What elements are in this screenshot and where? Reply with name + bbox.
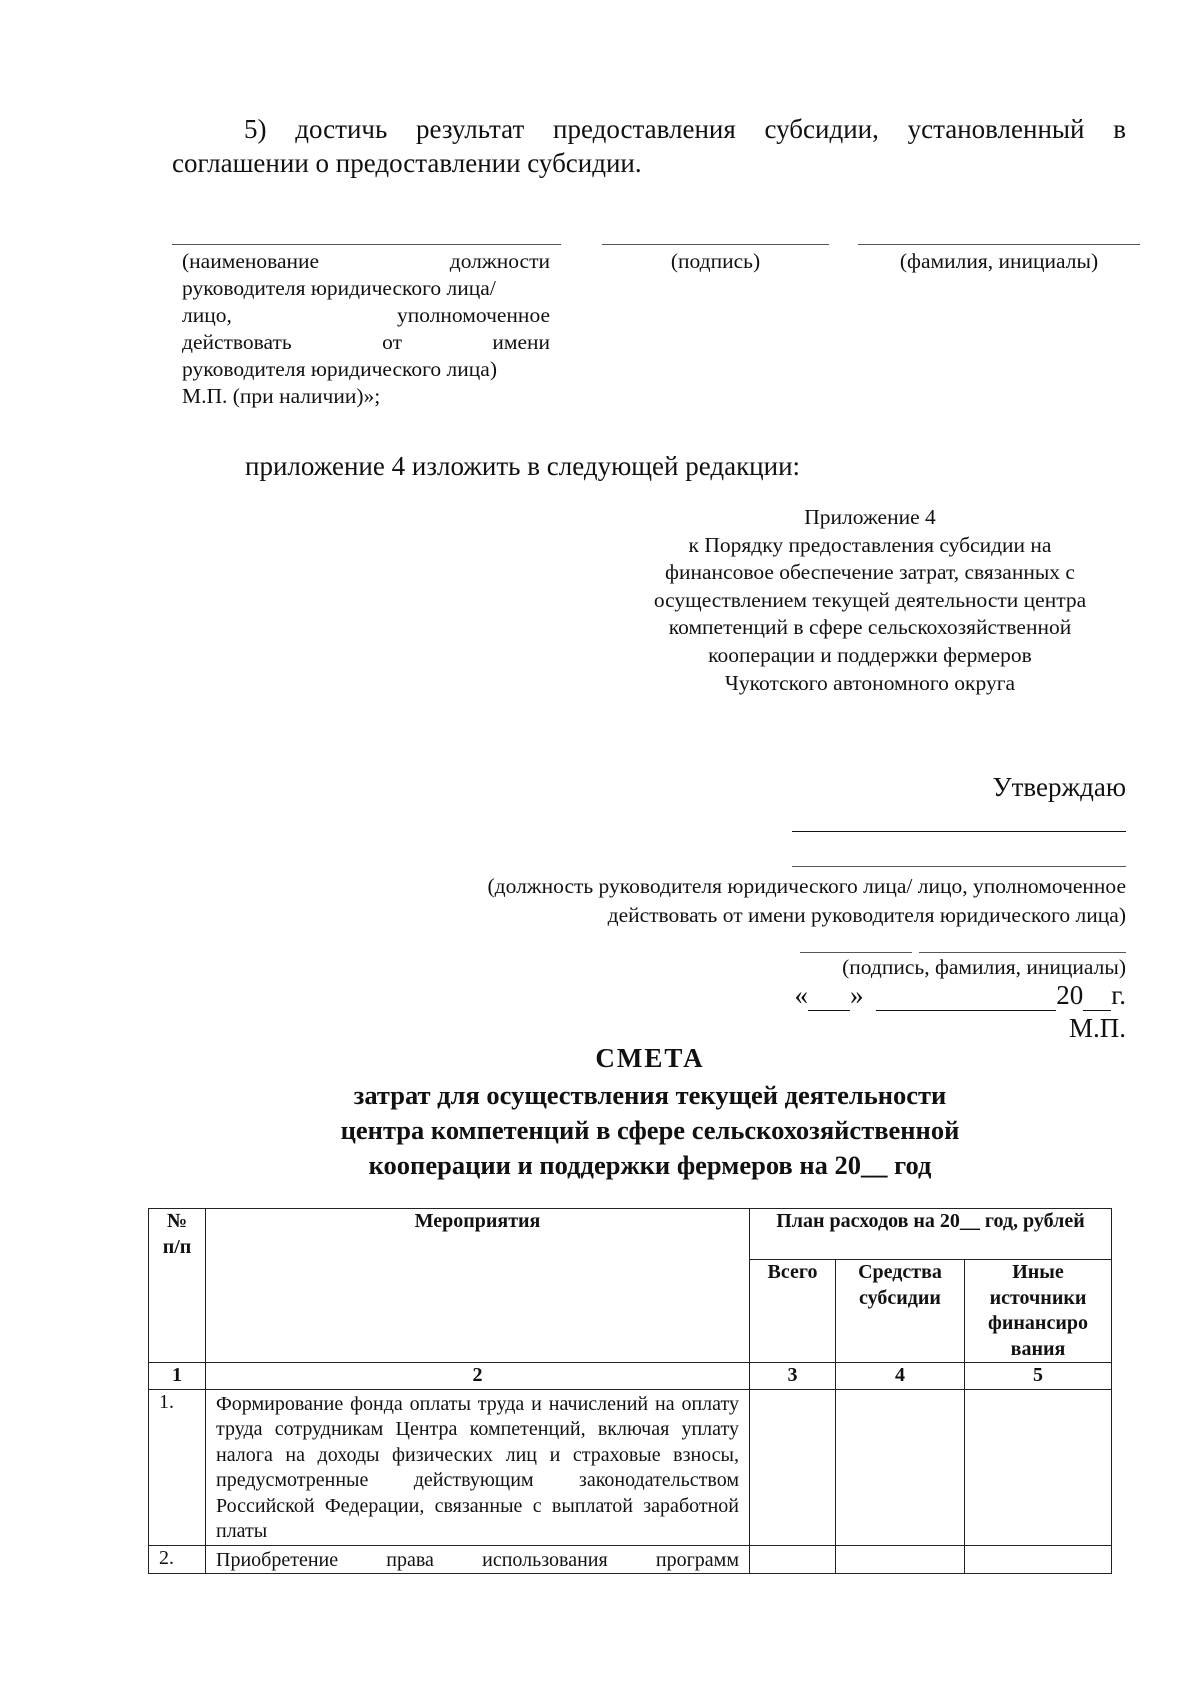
header-plan: План расходов на 20__ год, рублей	[750, 1209, 1112, 1260]
position-caption-line: лицо, уполномоченное	[182, 303, 550, 327]
annex-header-line: Приложение 4	[804, 505, 936, 529]
approval-position-caption	[300, 872, 1126, 930]
year-blank	[1083, 984, 1111, 1011]
approval-position-caption-line: действовать от имени руководителя юридического лица)	[607, 903, 1126, 927]
header-activities: Мероприятия	[206, 1209, 750, 1363]
header-num: № п/п	[149, 1209, 206, 1363]
row-number: 2.	[149, 1545, 206, 1574]
position-caption-line: действовать от имени	[182, 330, 550, 354]
position-caption	[182, 248, 550, 410]
table-row	[149, 1389, 1112, 1545]
row-number: 1.	[149, 1389, 206, 1545]
column-number: 1	[149, 1363, 206, 1390]
approval-name-line	[919, 952, 1126, 953]
column-number: 5	[965, 1363, 1112, 1390]
document-subtitle-line: затрат для осуществления текущей деятельности	[353, 1080, 947, 1110]
row-subsidy	[836, 1389, 965, 1545]
signature-line	[602, 244, 829, 245]
document-subtitle-line: центра компетенций в сфере сельскохозяйственной	[340, 1115, 960, 1145]
year-prefix: 20	[1056, 980, 1084, 1010]
seal-note: М.П. (при наличии)»;	[182, 384, 381, 408]
item-5-paragraph	[172, 112, 1126, 180]
approval-line-1	[792, 831, 1126, 832]
column-number: 4	[836, 1363, 965, 1390]
approval-date	[794, 980, 1126, 1011]
table-row	[149, 1545, 1112, 1574]
row-other	[965, 1545, 1112, 1574]
annex-header-line: компетенций в сфере сельскохозяйственной	[668, 615, 1072, 640]
header-other: Иные источники финансиро вания	[965, 1260, 1112, 1363]
row-activity: Формирование фонда оплаты труда и начислений на оплату труда сотрудникам Центра компетенций, включая уплату налога на доходы физических лиц и страховые взносы, предусмотренные действующим законодательством Российской Федерации, связанные с выплатой заработной платы	[206, 1389, 750, 1545]
column-number: 2	[206, 1363, 750, 1390]
row-other	[965, 1389, 1112, 1545]
annex-header-line: кооперации и поддержки фермеров	[708, 642, 1032, 667]
item-5-line-2: соглашении о предоставлении субсидии.	[172, 148, 642, 178]
approval-seal: М.П.	[1068, 1013, 1126, 1043]
approve-label: Утверждаю	[992, 772, 1126, 802]
document-subtitle-line: кооперации и поддержки фермеров на 20__ год	[368, 1150, 932, 1180]
annex-header-line: Чукотского автономного округа	[724, 670, 1016, 695]
position-caption-line: руководителя юридического лица/	[182, 276, 496, 300]
approval-sign-caption: (подпись, фамилия, инициалы)	[842, 955, 1126, 979]
name-caption: (фамилия, инициалы)	[899, 249, 1099, 273]
annex-header-line: финансовое обеспечение затрат, связанных с	[665, 560, 1075, 585]
position-signature-line	[172, 244, 561, 245]
annex-header-line: осуществлением текущей деятельности центра	[653, 587, 1087, 612]
name-signature-line	[858, 244, 1140, 245]
year-suffix: г.	[1111, 980, 1126, 1010]
row-total	[750, 1545, 836, 1574]
amendment-text: приложение 4 изложить в следующей редакции:	[245, 451, 801, 481]
quote-close: »	[849, 980, 864, 1010]
position-caption-line: руководителя юридического лица)	[182, 357, 497, 381]
approval-signature-line	[800, 952, 912, 953]
row-subsidy	[836, 1545, 965, 1574]
document-subtitle	[150, 1078, 1150, 1183]
position-caption-line: (наименование должности	[182, 249, 550, 273]
approval-position-caption-line: (должность руководителя юридического лица/ лицо, уполномоченное	[487, 874, 1126, 898]
document-title: СМЕТА	[595, 1043, 705, 1073]
annex-header-line: к Порядку предоставления субсидии на	[688, 532, 1052, 557]
month-blank	[876, 984, 1056, 1011]
column-number: 3	[750, 1363, 836, 1390]
row-total	[750, 1389, 836, 1545]
signature-caption: (подпись)	[670, 249, 761, 273]
row-activity: Приобретение права использования программ	[206, 1545, 750, 1574]
annex-header	[600, 504, 1140, 697]
estimate-table	[148, 1208, 1112, 1574]
item-5-line-1: 5) достичь результат предоставления субсидии, установленный в	[244, 114, 1126, 144]
header-total: Всего	[750, 1260, 836, 1363]
quote-open: «	[794, 980, 808, 1010]
header-subsidy: Средства субсидии	[836, 1260, 965, 1363]
approval-line-2	[792, 866, 1126, 867]
day-blank	[808, 984, 850, 1011]
